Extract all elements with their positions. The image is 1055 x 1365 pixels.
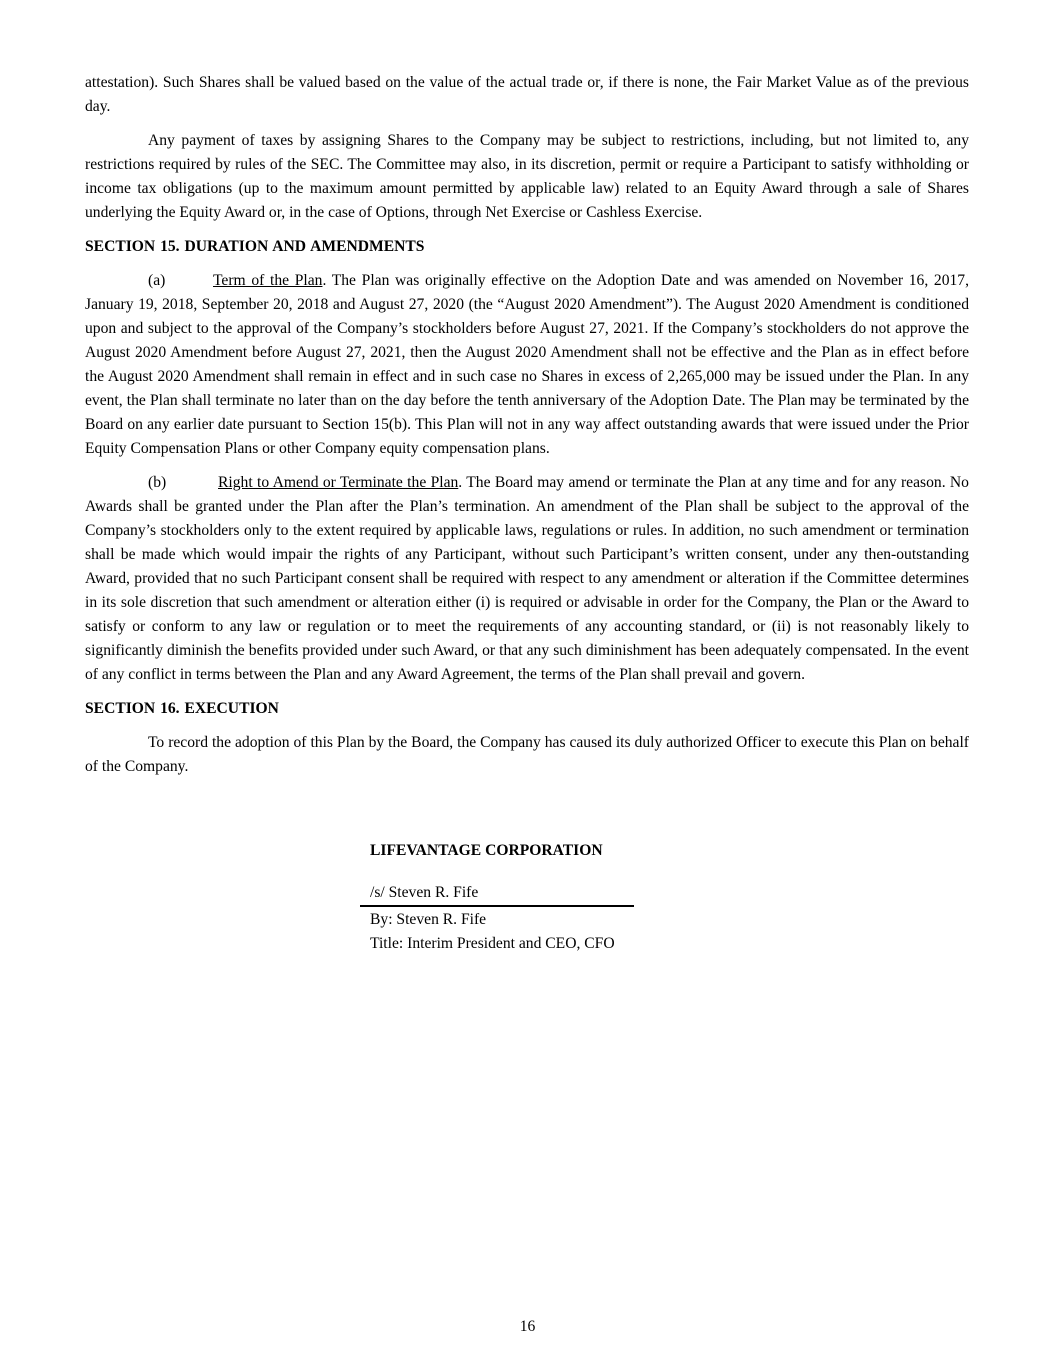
section-15b-title: Right to Amend or Terminate the Plan bbox=[218, 474, 459, 491]
section-15a-label: (a) bbox=[148, 272, 166, 289]
company-name: LIFEVANTAGE CORPORATION bbox=[370, 842, 603, 859]
section-15b-paragraph bbox=[85, 471, 969, 687]
signatory-title: Title: Interim President and CEO, CFO bbox=[370, 935, 615, 952]
signature-line: /s/ Steven R. Fife bbox=[360, 882, 634, 907]
section-15a-text: . The Plan was originally effective on the Adoption Date and was amended on November 16, 2017, January 19, 2018, September 20, 2018 and August 27, 2020 (the “August 2020 Amendment”). The August 2020 Amendment is conditioned upon and subject to the approval of the Company’s stockholders before August 27, 2021. If the Company’s stockholders do not approve the August 2020 Amendment before August 27, 2021, then the August 2020 Amendment shall not be effective and the Plan as in effect before the August 2020 Amendment shall remain in effect and in such case no Shares in excess of 2,265,000 may be issued under the Plan. In any event, the Plan shall terminate no later than on the day before the tenth anniversary of the Adoption Date. The Plan may be terminated by the Board on any earlier date pursuant to Section 15(b). This Plan will not in any way affect outstanding awards that were issued under the Prior Equity Compensation Plans or other Company equity compensation plans. bbox=[85, 272, 970, 457]
section-15a-title: Term of the Plan bbox=[213, 272, 323, 289]
section-15b-label: (b) bbox=[148, 474, 167, 491]
section-15-heading: SECTION 15. DURATION AND AMENDMENTS bbox=[85, 238, 425, 255]
page-number: 16 bbox=[519, 1318, 536, 1335]
paragraph-tax-payment: Any payment of taxes by assigning Shares to the Company may be subject to restrictions, including, but not limited to, any restrictions required by rules of the SEC. The Committee may also, in its discretion, permit or require a Participant to satisfy withholding or income tax obligations (up to the maximum amount permitted by applicable law) related to an Equity Award through a sale of Shares underlying the Equity Award or, in the case of Options, through Net Exercise or Cashless Exercise. bbox=[85, 132, 969, 221]
document-body bbox=[85, 71, 969, 789]
signature-block bbox=[370, 840, 690, 955]
section-15b-text: . The Board may amend or terminate the Plan at any time and for any reason. No Awards shall be granted under the Plan after the Plan’s termination. An amendment of the Plan shall be subject to the approval of the Company’s stockholders only to the extent required by applicable laws, regulations or rules. In addition, no such amendment or termination shall be made which would impair the rights of any Participant, without such Participant’s written consent, under any then-outstanding Award, provided that no such Participant consent shall be required with respect to any amendment or alteration if the Committee determines in its sole discretion that such amendment or alteration either (i) is required or advisable in order for the Company, the Plan or the Award to satisfy or conform to any law or regulation or to meet the requirements of any accounting standard, or (ii) is not reasonably likely to significantly diminish the benefits provided under such Award, or that any such diminishment has been adequately compensated. In the event of any conflict in terms between the Plan and any Award Agreement, the terms of the Plan shall prevail and govern. bbox=[85, 474, 969, 683]
paragraph-attestation: attestation). Such Shares shall be valued based on the value of the actual trade or, if there is none, the Fair Market Value as of the previous day. bbox=[85, 74, 969, 115]
section-15a-paragraph bbox=[85, 269, 969, 461]
section-16-paragraph: To record the adoption of this Plan by the Board, the Company has caused its duly authorized Officer to execute this Plan on behalf of the Company. bbox=[85, 734, 969, 775]
signatory-name: By: Steven R. Fife bbox=[370, 911, 487, 928]
section-16-heading: SECTION 16. EXECUTION bbox=[85, 700, 279, 717]
